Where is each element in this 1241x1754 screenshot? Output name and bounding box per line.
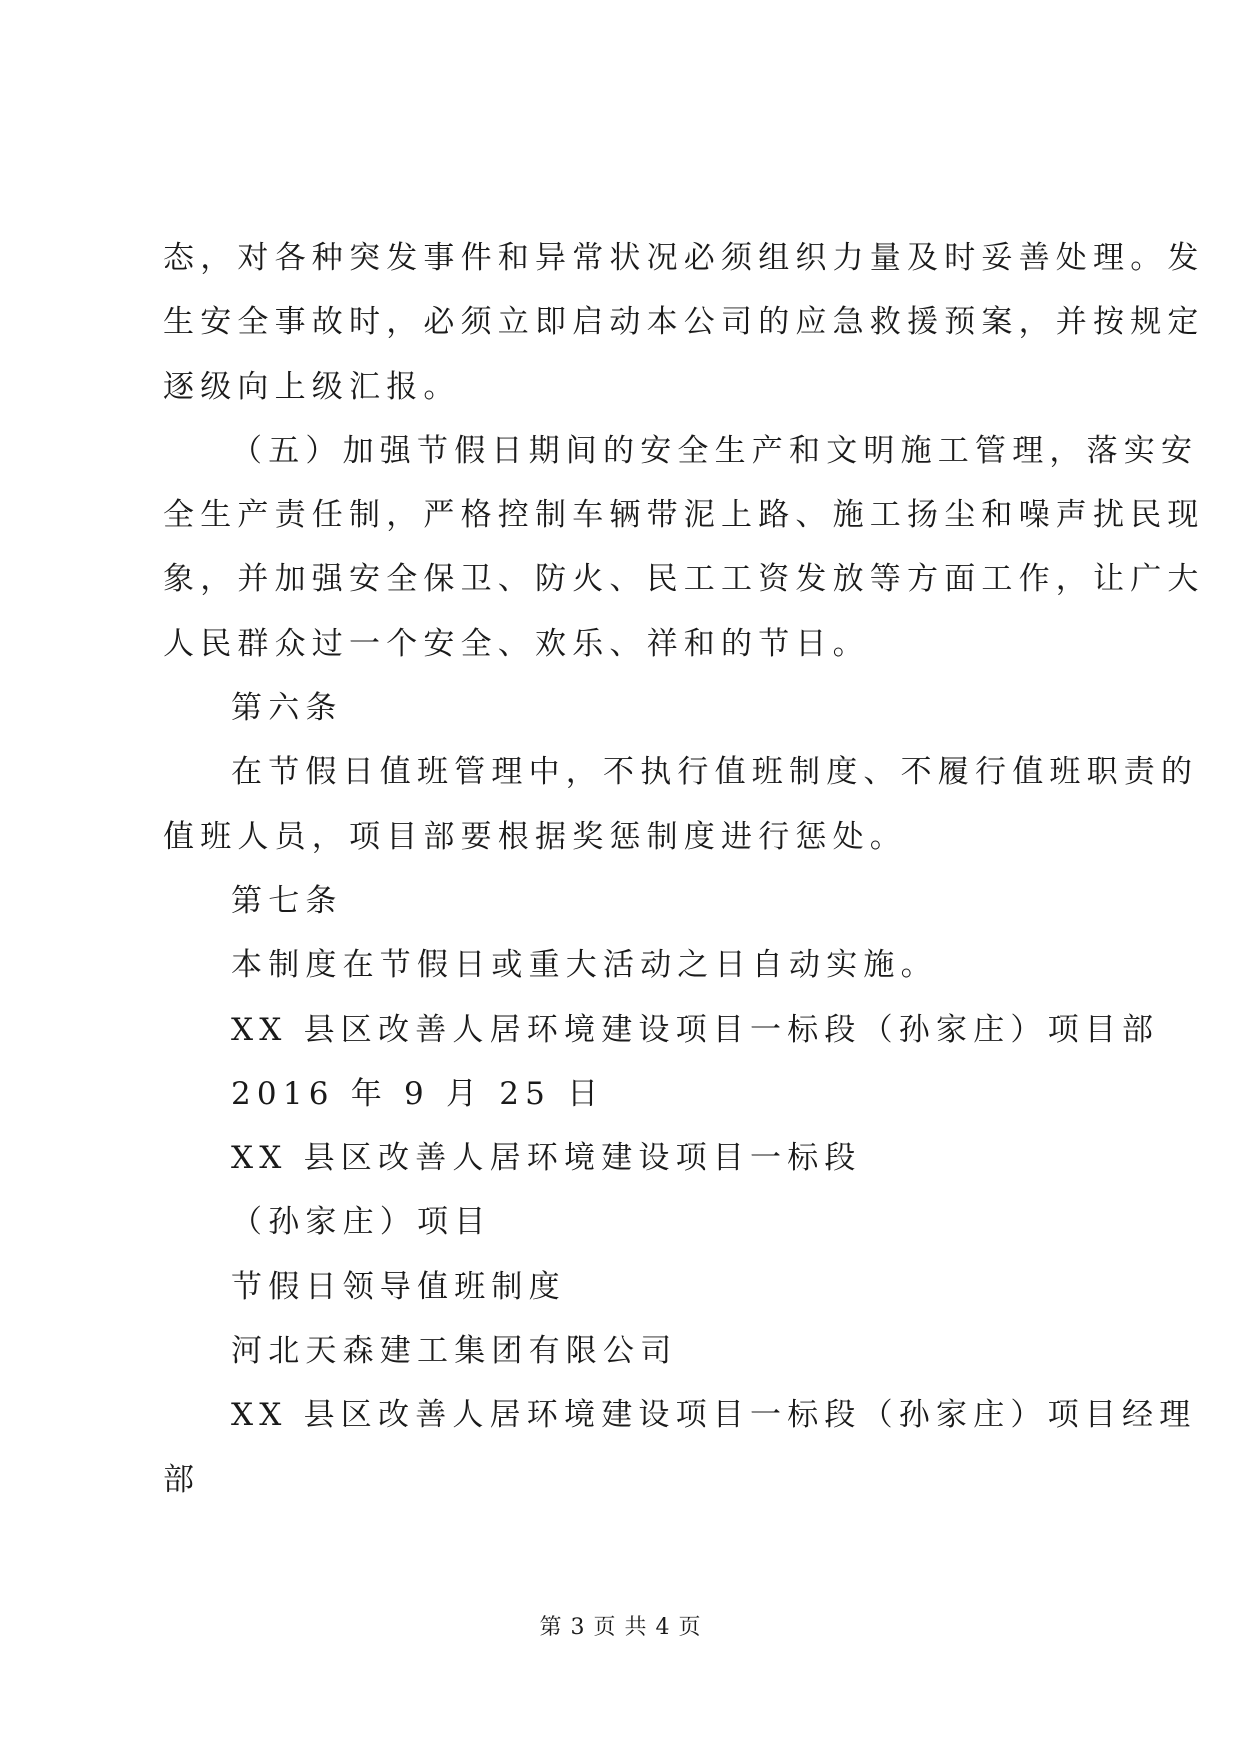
- article-heading: 第六条: [231, 690, 343, 727]
- text-line: 部: [163, 1461, 201, 1498]
- text-line: 态，对各种突发事件和异常状况必须组织力量及时妥善处理。发: [163, 240, 1205, 276]
- text-line: 人民群众过一个安全、欢乐、祥和的节日。: [163, 625, 870, 662]
- document-body: [163, 226, 1205, 1512]
- text-line: （五）加强节假日期间的安全生产和文明施工管理，落实安: [231, 432, 1199, 469]
- text-line: 河北天森建工集团有限公司: [231, 1333, 678, 1370]
- article-heading: 第七条: [231, 882, 343, 919]
- text-line: 全生产责任制，严格控制车辆带泥上路、施工扬尘和噪声扰民现: [163, 497, 1205, 534]
- page-number-footer: 第 3 页 共 4 页: [539, 1615, 702, 1640]
- text-line: XX 县区改善人居环境建设项目一标段: [231, 1140, 862, 1177]
- text-line: 逐级向上级汇报。: [163, 368, 461, 405]
- text-line: 本制度在节假日或重大活动之日自动实施。: [231, 947, 938, 984]
- signature-line: XX 县区改善人居环境建设项目一标段（孙家庄）项目部: [231, 1011, 1160, 1048]
- date-line: 2016 年 9 月 25 日: [231, 1075, 605, 1112]
- text-line: （孙家庄）项目: [231, 1204, 492, 1241]
- text-line: 节假日领导值班制度: [231, 1268, 566, 1305]
- text-line: 值班人员，项目部要根据奖惩制度进行惩处。: [163, 818, 907, 855]
- text-line: XX 县区改善人居环境建设项目一标段（孙家庄）项目经理: [231, 1397, 1197, 1434]
- text-line: 在节假日值班管理中，不执行值班制度、不履行值班职责的: [231, 754, 1199, 791]
- text-line: 象，并加强安全保卫、防火、民工工资发放等方面工作，让广大: [163, 561, 1205, 598]
- text-line: 生安全事故时，必须立即启动本公司的应急救援预案，并按规定: [163, 304, 1205, 341]
